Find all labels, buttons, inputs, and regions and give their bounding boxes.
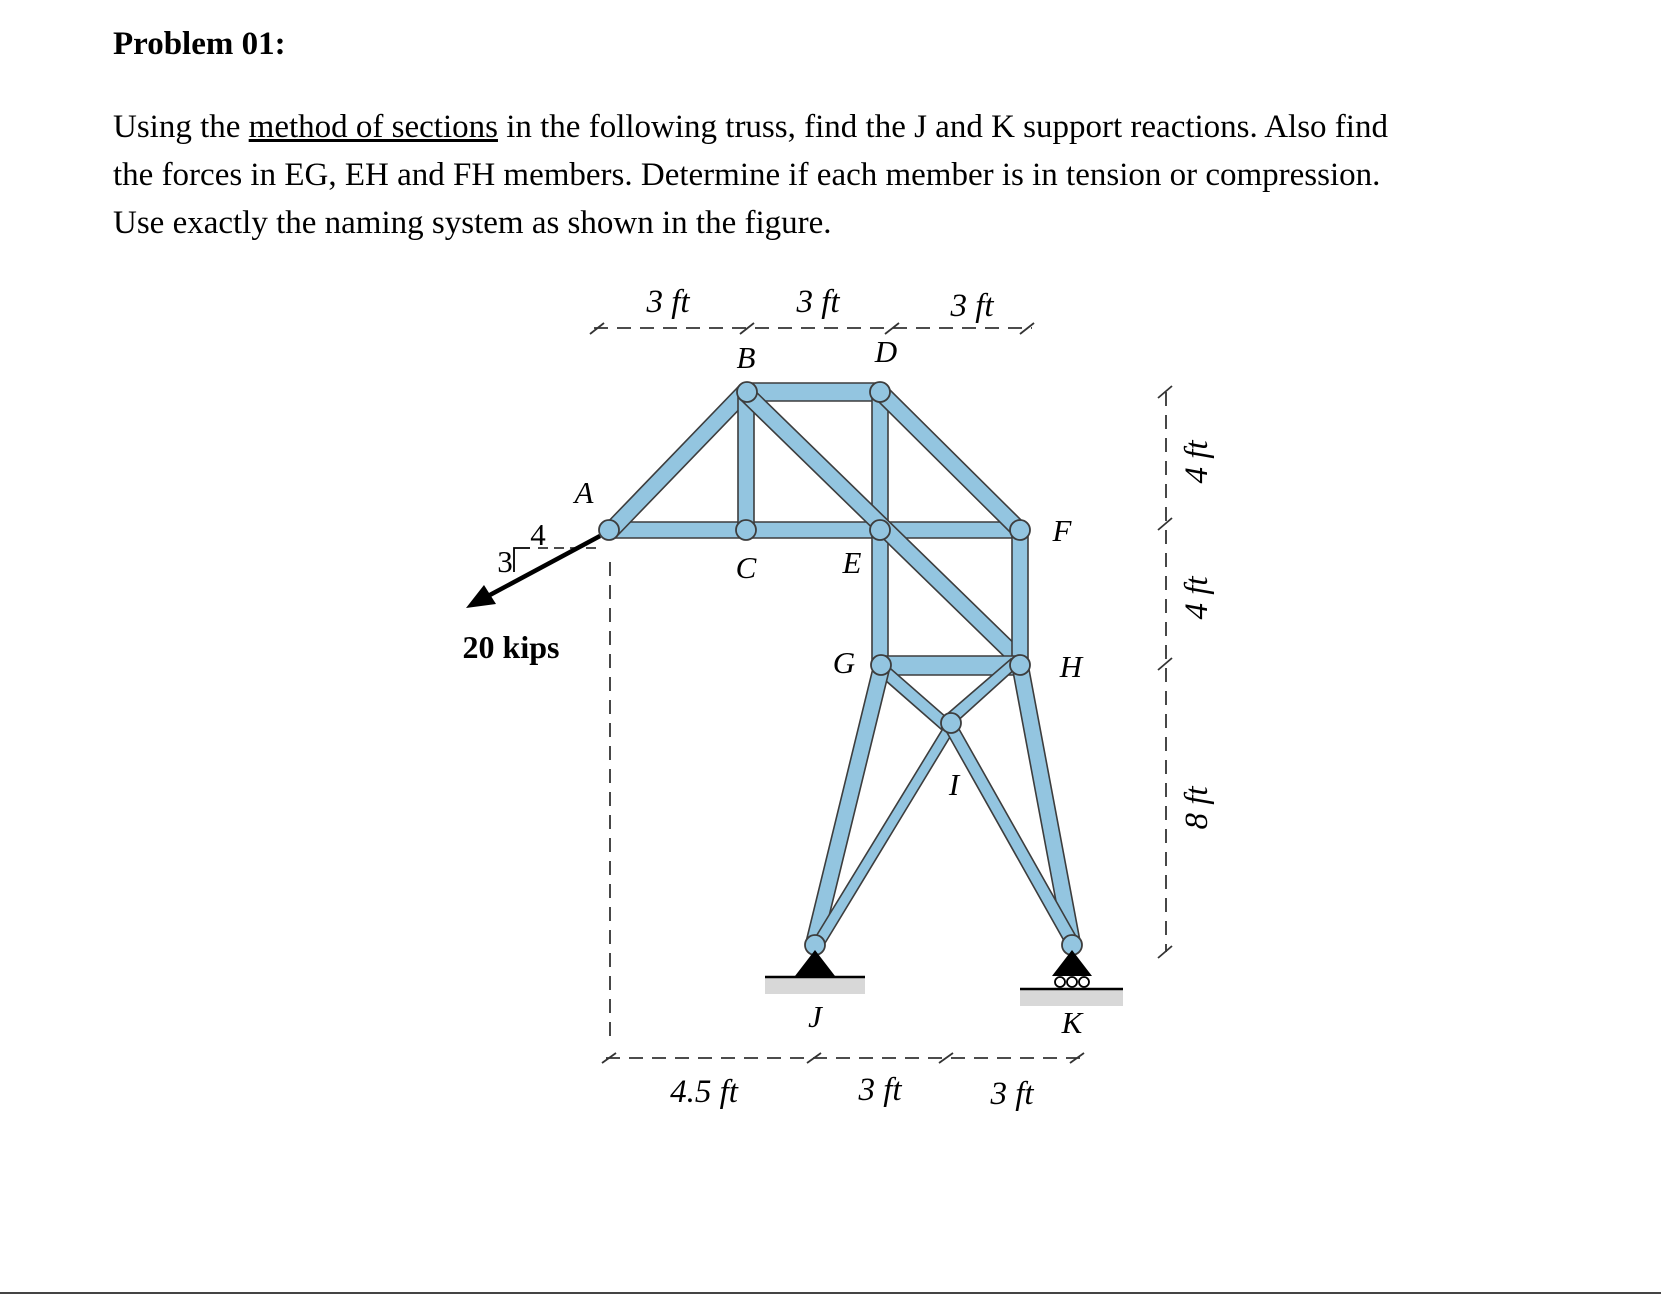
joint-D bbox=[870, 382, 890, 402]
dim-bottom-2: 3 ft bbox=[858, 1072, 902, 1108]
support-J bbox=[765, 950, 865, 994]
dim-top-3: 3 ft bbox=[950, 288, 994, 324]
joint-F bbox=[1010, 520, 1030, 540]
label-E: E bbox=[842, 545, 862, 580]
label-C: C bbox=[735, 550, 757, 585]
statement-line1-rest: in the following truss, find the J and K support reactions. Also find bbox=[497, 109, 1388, 145]
label-F: F bbox=[1052, 513, 1072, 548]
statement-line3: Use exactly the naming system as shown in the figure. bbox=[113, 205, 832, 241]
joint-I bbox=[941, 713, 961, 733]
method-of-sections-term: method of sections bbox=[248, 109, 498, 145]
slope-rise-label: 3 bbox=[497, 544, 513, 579]
slope-run-label: 4 bbox=[530, 517, 546, 552]
label-B: B bbox=[736, 340, 756, 375]
roller-triangle-K bbox=[1052, 950, 1092, 976]
dim-tick-right-1 bbox=[1158, 518, 1172, 530]
label-G: G bbox=[832, 645, 856, 680]
support-K bbox=[1020, 950, 1123, 1006]
pin-triangle-J bbox=[795, 950, 835, 976]
dim-bottom-1: 4.5 ft bbox=[670, 1074, 738, 1110]
dim-top-1: 3 ft bbox=[646, 284, 690, 320]
dim-bottom-3: 3 ft bbox=[990, 1076, 1034, 1112]
statement-start: Using the bbox=[113, 109, 249, 145]
ground-shade-J bbox=[765, 978, 865, 994]
statement-line2: the forces in EG, EH and FH members. Determine if each member is in tension or compression. bbox=[113, 157, 1381, 193]
roller-wheel-2 bbox=[1067, 977, 1077, 987]
ground-shade-K bbox=[1020, 990, 1123, 1006]
joint-A bbox=[599, 520, 619, 540]
dim-tick-right-2 bbox=[1158, 658, 1172, 670]
member-AB bbox=[603, 385, 752, 538]
roller-wheel-3 bbox=[1079, 977, 1089, 987]
label-I: I bbox=[948, 767, 960, 802]
label-J: J bbox=[808, 999, 822, 1034]
joint-G bbox=[871, 655, 891, 675]
member-BD bbox=[746, 383, 880, 401]
label-K: K bbox=[1061, 1005, 1083, 1040]
member-FH bbox=[1012, 530, 1028, 665]
member-DF bbox=[875, 387, 1024, 534]
bottom-rule bbox=[0, 1292, 1661, 1294]
load-label: 20 kips bbox=[462, 629, 560, 665]
joint-H bbox=[1010, 655, 1030, 675]
roller-wheel-1 bbox=[1055, 977, 1065, 987]
member-AC bbox=[610, 522, 1018, 538]
dim-tick-right-3 bbox=[1158, 946, 1172, 958]
label-A: A bbox=[574, 475, 594, 510]
member-BC bbox=[738, 392, 754, 528]
slope-triangle-corner bbox=[514, 548, 530, 572]
label-D: D bbox=[874, 334, 898, 369]
dim-tick-right-0 bbox=[1158, 386, 1172, 398]
joint-E bbox=[870, 520, 890, 540]
dim-right-2: 4 ft bbox=[1179, 576, 1215, 620]
label-H: H bbox=[1059, 649, 1083, 684]
dim-right-1: 4 ft bbox=[1179, 440, 1215, 484]
joint-C bbox=[736, 520, 756, 540]
dim-right-3: 8 ft bbox=[1179, 786, 1215, 830]
joint-B bbox=[737, 382, 757, 402]
problem-title: Problem 01: bbox=[113, 26, 286, 62]
dim-top-2: 3 ft bbox=[796, 284, 840, 320]
